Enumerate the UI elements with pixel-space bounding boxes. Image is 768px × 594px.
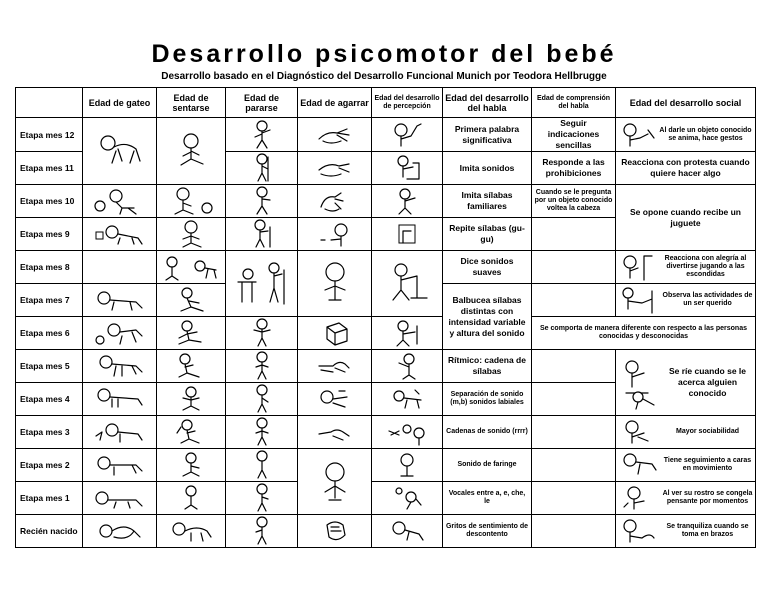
standing-baby-illustration — [226, 515, 298, 548]
crawling-baby-illustration — [83, 482, 157, 515]
row-m8 — [16, 251, 756, 284]
comprension-empty — [532, 251, 616, 284]
sitting-baby-illustration — [157, 482, 226, 515]
header-pararse: Edad de pararse — [226, 88, 298, 118]
crawling-baby-illustration — [83, 449, 157, 482]
comprension-m10: Cuando se le pregunta por un objeto conocido voltea la cabeza — [532, 185, 616, 218]
header-empty — [16, 88, 83, 118]
social-m5-4: Se ríe cuando se le acerca alguien conocido — [616, 350, 756, 416]
stage-label: Etapa mes 3 — [16, 416, 83, 449]
comprension-empty — [532, 515, 616, 548]
habla-m7-6: Balbucea sílabas distintas con intensidad variable y altura del sonido — [443, 284, 532, 350]
social-m3: Mayor sociabilidad — [616, 416, 756, 449]
crawling-baby-illustration — [83, 185, 157, 218]
sitting-baby-illustration — [157, 416, 226, 449]
habla-m5: Rítmico: cadena de sílabas — [443, 350, 532, 383]
header-gateo: Edad de gateo — [83, 88, 157, 118]
comprension-m11: Responde a las prohibiciones — [532, 152, 616, 185]
header-social: Edad del desarrollo social — [616, 88, 756, 118]
social-m12: Al darle un objeto conocido se anima, hace gestos — [616, 118, 756, 152]
perception-illustration — [372, 350, 443, 383]
sitting-baby-illustration — [157, 218, 226, 251]
social-m7: Observa las actividades de un ser querido — [616, 284, 756, 317]
row-newborn — [16, 515, 756, 548]
standing-baby-illustration — [226, 449, 298, 482]
stage-label: Etapa mes 9 — [16, 218, 83, 251]
grasping-cube-illustration — [298, 317, 372, 350]
perception-illustration — [372, 449, 443, 482]
row-m12 — [16, 118, 756, 152]
habla-m12: Primera palabra significativa — [443, 118, 532, 152]
comprension-empty — [532, 482, 616, 515]
grasping-hand-illustration — [298, 118, 372, 152]
crawling-baby-illustration — [83, 284, 157, 317]
sitting-baby-illustration — [157, 515, 226, 548]
sitting-baby-illustration — [157, 350, 226, 383]
header-comprension: Edad de comprensión del habla — [532, 88, 616, 118]
stage-label: Etapa mes 6 — [16, 317, 83, 350]
habla-m1: Vocales entre a, e, che, le — [443, 482, 532, 515]
habla-m10: Imita sílabas familiares — [443, 185, 532, 218]
page-title: Desarrollo psicomotor del bebé — [151, 40, 617, 68]
social-m11: Reacciona con protesta cuando quiere hacer algo — [616, 152, 756, 185]
stage-label: Etapa mes 8 — [16, 251, 83, 284]
perception-illustration — [372, 251, 443, 317]
standing-baby-illustration — [226, 152, 298, 185]
sitting-baby-illustration — [157, 449, 226, 482]
stage-label: Etapa mes 1 — [16, 482, 83, 515]
grasping-baby-illustration — [298, 449, 372, 515]
stage-label: Etapa mes 11 — [16, 152, 83, 185]
page-subtitle: Desarrollo basado en el Diagnóstico del Desarrollo Funcional Munich por Teodora Hellbrugge — [161, 71, 607, 82]
crawling-baby-illustration — [83, 383, 157, 416]
perception-illustration — [372, 482, 443, 515]
standing-baby-illustration — [226, 317, 298, 350]
grasping-hand-illustration — [298, 152, 372, 185]
stage-label: Etapa mes 5 — [16, 350, 83, 383]
stage-label: Etapa mes 4 — [16, 383, 83, 416]
grasping-hand-illustration — [298, 218, 372, 251]
crawling-baby-illustration — [83, 118, 157, 185]
perception-illustration — [372, 383, 443, 416]
stage-label: Etapa mes 2 — [16, 449, 83, 482]
crawling-baby-illustration — [83, 218, 157, 251]
social-m10-9: Se opone cuando recibe un juguete — [616, 185, 756, 251]
row-m6 — [16, 317, 756, 350]
row-m10 — [16, 185, 756, 218]
social-m2: Tiene seguimiento a caras en movimiento — [616, 449, 756, 482]
gateo-empty — [83, 251, 157, 284]
standing-baby-illustration — [226, 218, 298, 251]
habla-newborn: Gritos de sentimiento de descontento — [443, 515, 532, 548]
crawling-baby-illustration — [83, 317, 157, 350]
social-m8: Reacciona con alegría al divertirse jugando a las escondidas — [616, 251, 756, 284]
sitting-baby-illustration — [157, 185, 226, 218]
stage-label: Etapa mes 10 — [16, 185, 83, 218]
grasping-hand-illustration — [298, 185, 372, 218]
social-m1: Al ver su rostro se congela pensante por momentos — [616, 482, 756, 515]
standing-baby-illustration — [226, 185, 298, 218]
social-newborn: Se tranquiliza cuando se toma en brazos — [616, 515, 756, 548]
row-m5 — [16, 350, 756, 383]
sitting-baby-illustration — [157, 118, 226, 185]
standing-baby-illustration — [226, 383, 298, 416]
header-row — [16, 88, 756, 118]
standing-baby-illustration — [226, 251, 298, 317]
grasping-fist-illustration — [298, 515, 372, 548]
grasping-hand-illustration — [298, 383, 372, 416]
header-habla: Edad del desarrollo del habla — [443, 88, 532, 118]
habla-m4: Separación de sonido (m,b) sonidos labiales — [443, 383, 532, 416]
habla-m8: Dice sonidos suaves — [443, 251, 532, 284]
habla-m2: Sonido de faringe — [443, 449, 532, 482]
stage-label: Recién nacido — [16, 515, 83, 548]
sitting-baby-illustration — [157, 317, 226, 350]
standing-baby-illustration — [226, 416, 298, 449]
development-table — [15, 87, 756, 548]
crawling-baby-illustration — [83, 515, 157, 548]
habla-m9: Repite sílabas (gu-gu) — [443, 218, 532, 251]
row-m2 — [16, 449, 756, 482]
standing-baby-illustration — [226, 482, 298, 515]
comprension-empty — [532, 350, 616, 383]
header-percepcion: Edad del desarrollo de percepción — [372, 88, 443, 118]
row-m1 — [16, 482, 756, 515]
comprension-empty — [532, 416, 616, 449]
comprension-empty — [532, 449, 616, 482]
perception-illustration — [372, 317, 443, 350]
perception-illustration — [372, 218, 443, 251]
perception-illustration — [372, 416, 443, 449]
habla-m11: Imita sonidos — [443, 152, 532, 185]
comprension-empty — [532, 218, 616, 251]
header-agarrar: Edad de agarrar — [298, 88, 372, 118]
stage-label: Etapa mes 7 — [16, 284, 83, 317]
perception-illustration — [372, 185, 443, 218]
header-sentarse: Edad de sentarse — [157, 88, 226, 118]
grasping-hand-illustration — [298, 350, 372, 383]
comprension-m12: Seguir indicaciones sencillas — [532, 118, 616, 152]
comprension-empty — [532, 383, 616, 416]
crawling-baby-illustration — [83, 350, 157, 383]
perception-illustration — [372, 515, 443, 548]
sitting-baby-illustration — [157, 284, 226, 317]
standing-baby-illustration — [226, 118, 298, 152]
crawling-baby-illustration — [83, 416, 157, 449]
comprension-empty — [532, 284, 616, 317]
habla-m3: Cadenas de sonido (rrrr) — [443, 416, 532, 449]
perception-illustration — [372, 118, 443, 152]
standing-baby-illustration — [226, 350, 298, 383]
sitting-baby-illustration — [157, 383, 226, 416]
row-m3 — [16, 416, 756, 449]
grasping-baby-illustration — [298, 251, 372, 317]
grasping-hand-illustration — [298, 416, 372, 449]
perception-illustration — [372, 152, 443, 185]
social-m6: Se comporta de manera diferente con respecto a las personas conocidas y desconocidas — [532, 317, 756, 350]
sitting-baby-illustration — [157, 251, 226, 284]
stage-label: Etapa mes 12 — [16, 118, 83, 152]
